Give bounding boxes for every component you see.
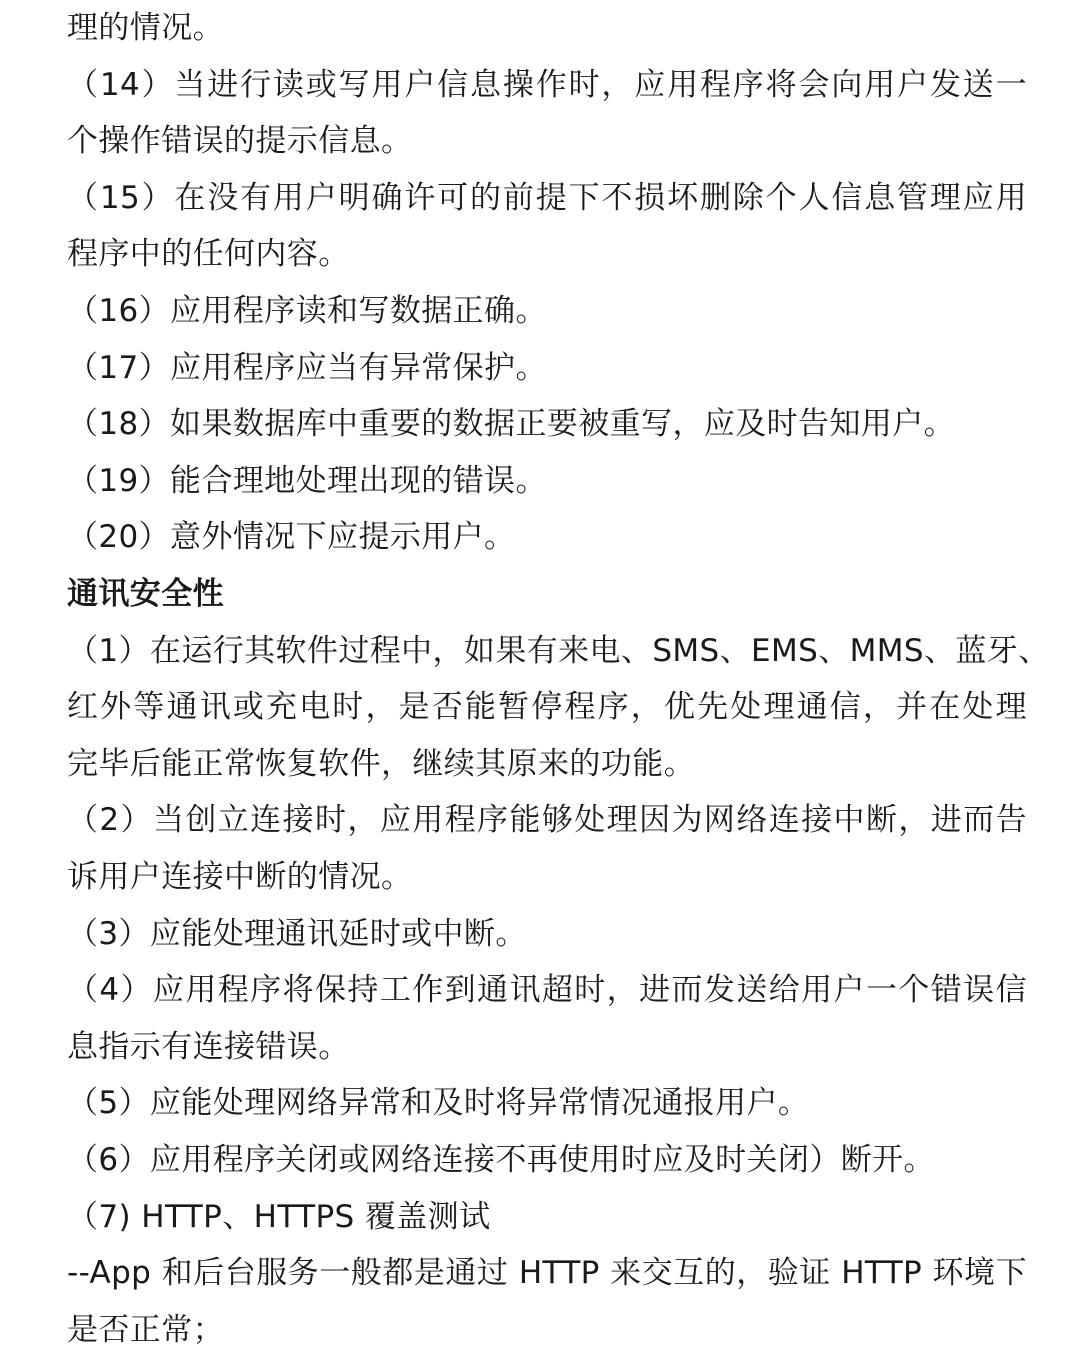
section-heading: 通讯安全性 [67, 576, 224, 612]
text-line: 息指示有连接错误。 [67, 1028, 350, 1065]
text-line: 红外等通讯或充电时，是否能暂停程序，优先处理通信，并在处理 [67, 689, 1027, 726]
text-line: 个操作错误的提示信息。 [67, 123, 413, 160]
text-line: 程序中的任何内容。 [67, 236, 350, 273]
text-line: （3）应能处理通讯延时或中断。 [67, 915, 527, 952]
text-line: （16）应用程序读和写数据正确。 [67, 293, 547, 329]
text-line: （2）当创立连接时，应用程序能够处理因为网络连接中断，进而告 [67, 802, 1027, 839]
text-line: （15）在没有用户明确许可的前提下不损坏删除个人信息管理应用 [67, 179, 1027, 216]
text-line: 诉用户连接中断的情况。 [67, 859, 413, 895]
text-line: （6）应用程序关闭或网络连接不再使用时应及时关闭）断开。 [67, 1142, 935, 1178]
text-line: （20）意外情况下应提示用户。 [67, 519, 516, 556]
text-line: （1）在运行其软件过程中，如果有来电、SMS、EMS、MMS、蓝牙、 [67, 632, 1050, 669]
text-line: （5）应能处理网络异常和及时将异常情况通报用户。 [67, 1085, 810, 1122]
text-line: （14）当进行读或写用户信息操作时，应用程序将会向用户发送一 [67, 66, 1027, 103]
text-line: --App 和后台服务一般都是通过 HTTP 来交互的，验证 HTTP 环境下 [67, 1255, 1027, 1292]
text-line: 完毕后能正常恢复软件，继续其原来的功能。 [67, 745, 695, 782]
text-line: （7) HTTP、HTTPS 覆盖测试 [67, 1198, 491, 1235]
text-line: （18）如果数据库中重要的数据正要被重写，应及时告知用户。 [67, 406, 956, 443]
text-line: 理的情况。 [67, 10, 224, 46]
text-line: （19）能合理地处理出现的错误。 [67, 462, 547, 499]
text-line: 是否正常； [67, 1311, 224, 1348]
text-line: （17）应用程序应当有异常保护。 [67, 349, 547, 386]
text-line: （4）应用程序将保持工作到通讯超时，进而发送给用户一个错误信 [67, 972, 1027, 1009]
